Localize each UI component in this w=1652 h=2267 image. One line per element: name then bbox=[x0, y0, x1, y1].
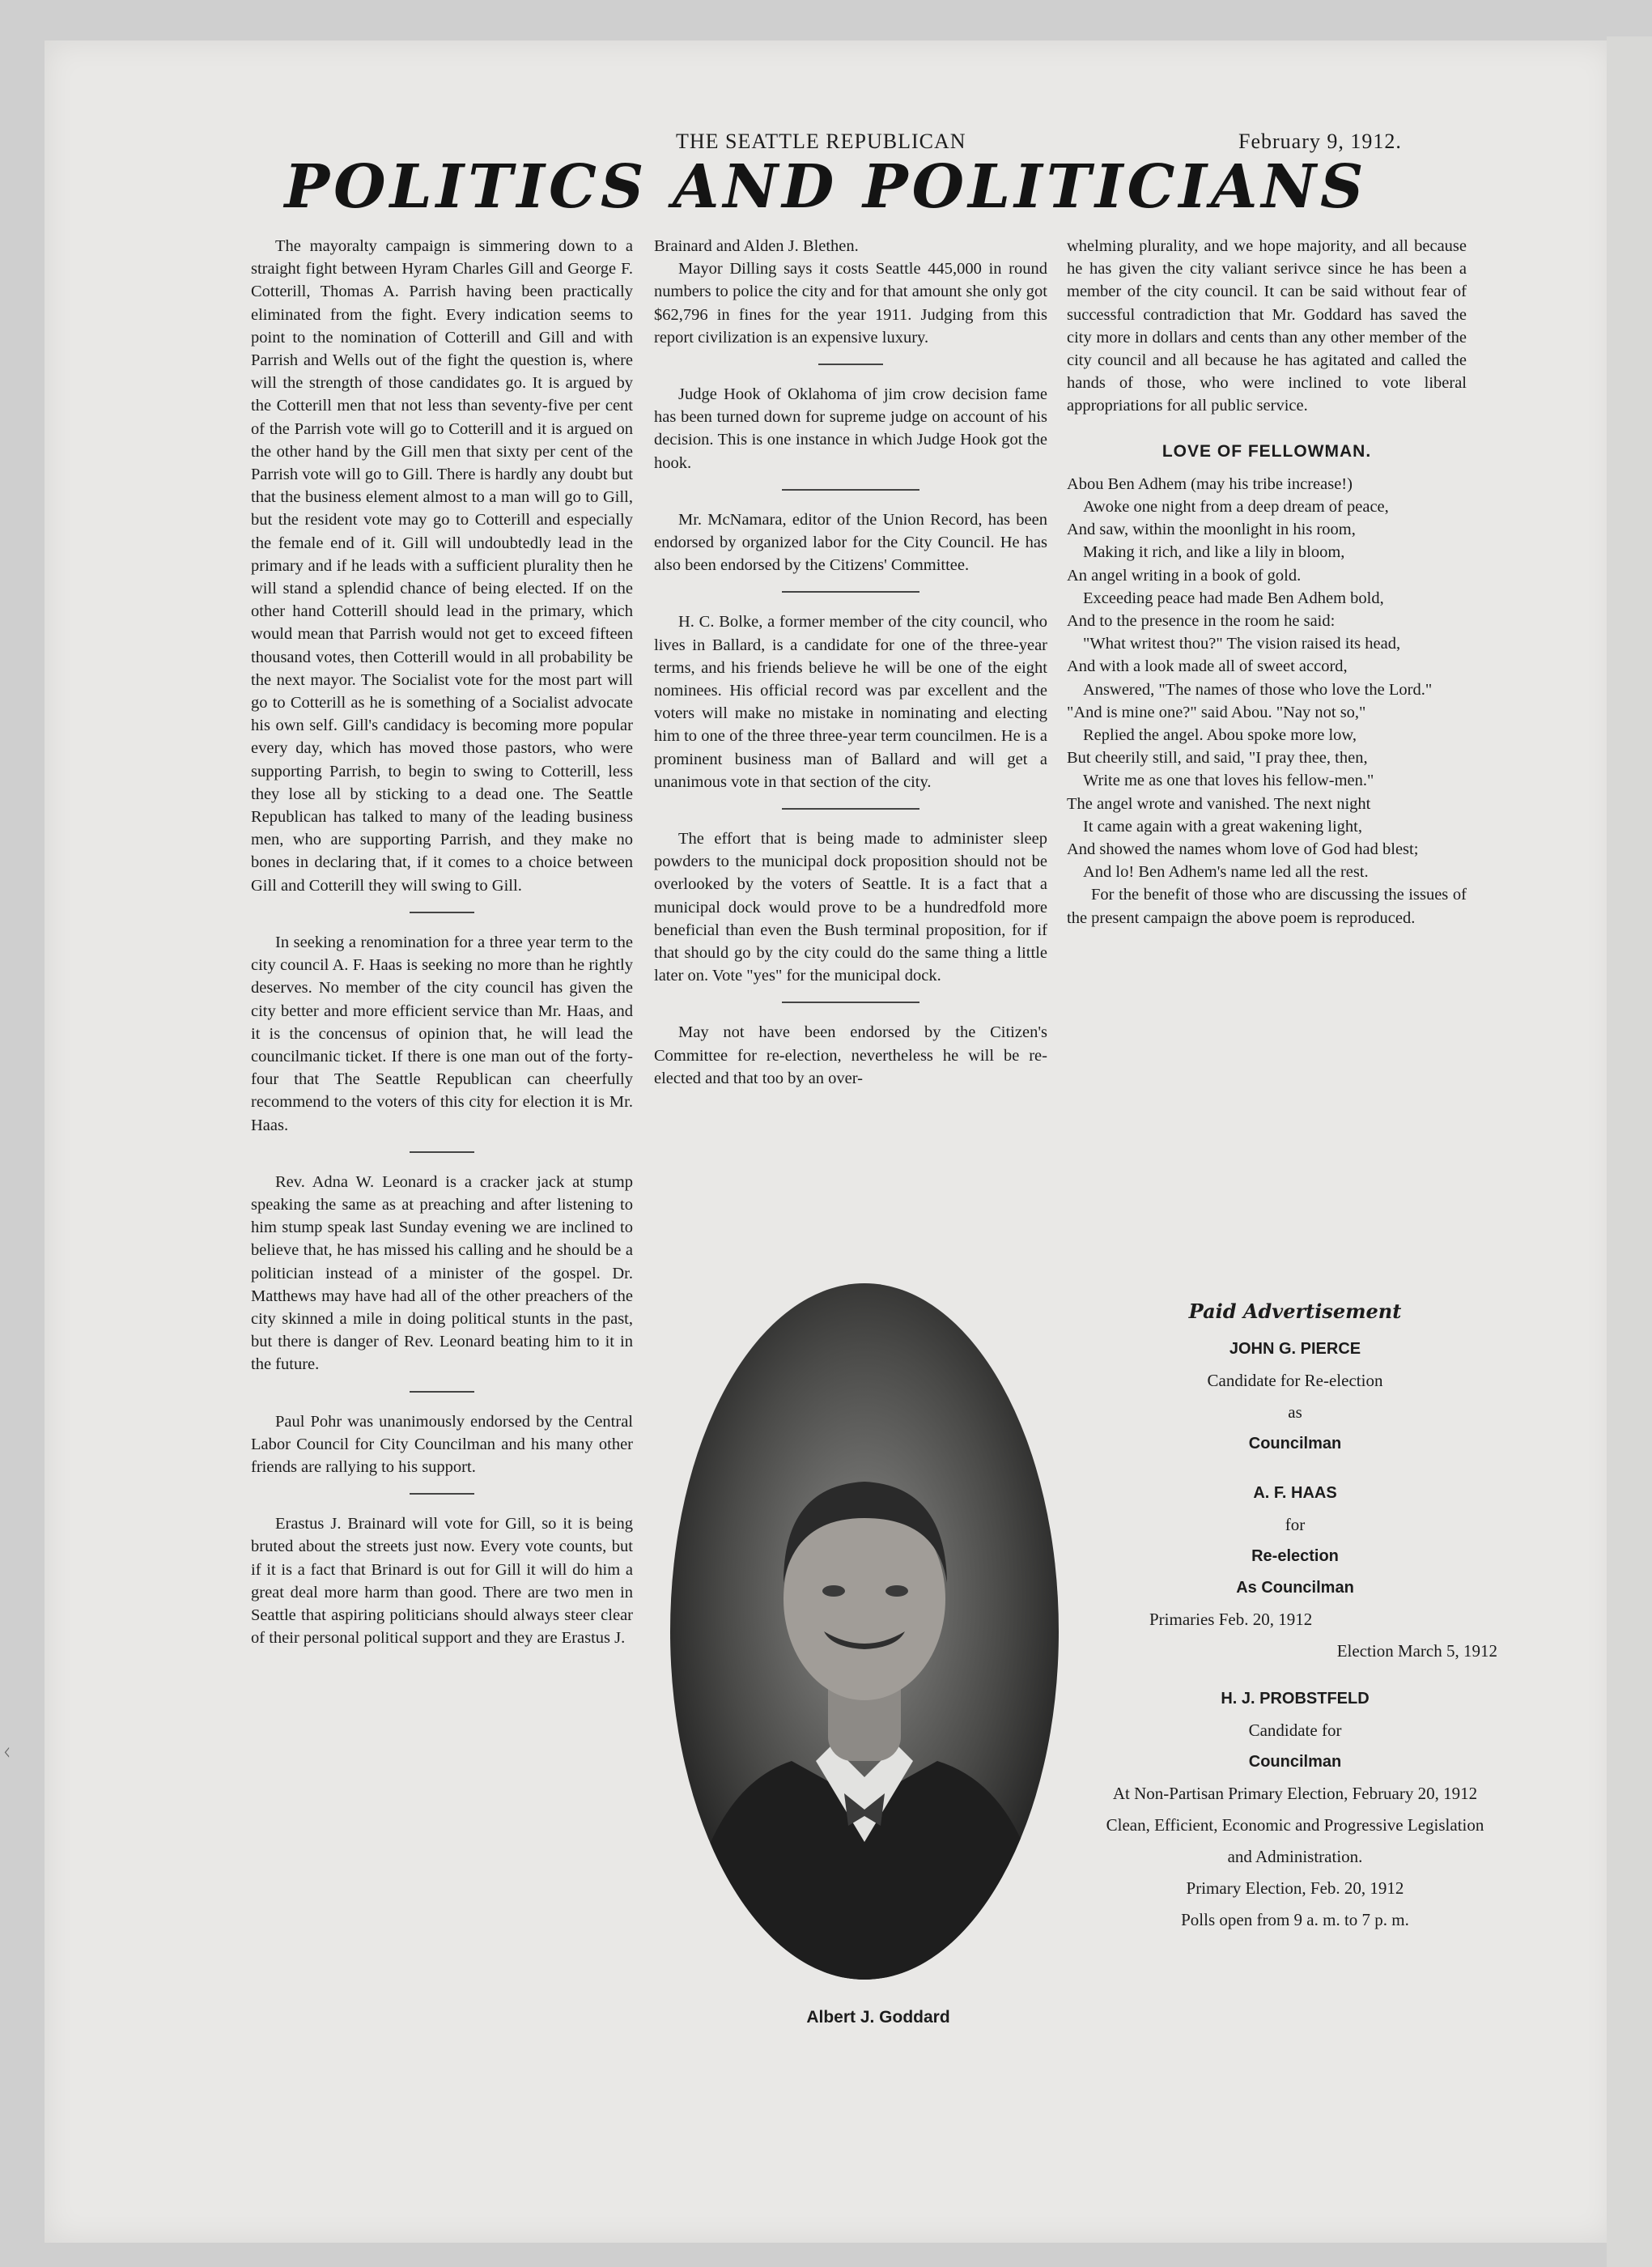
column-3 bbox=[1067, 235, 1467, 929]
ad-line: Clean, Efficient, Economic and Progressive Legislation and Administration. bbox=[1106, 1815, 1484, 1866]
column-2 bbox=[654, 235, 1047, 1090]
issue-date: February 9, 1912. bbox=[1238, 130, 1402, 153]
paid-advertisement bbox=[1093, 1295, 1497, 1936]
divider bbox=[410, 1493, 474, 1495]
page-fold bbox=[1607, 36, 1652, 2267]
ad-line: Councilman bbox=[1248, 1435, 1342, 1452]
poem-title: LOVE OF FELLOWMAN. bbox=[1161, 441, 1372, 461]
newspaper-name: THE SEATTLE REPUBLICAN bbox=[676, 130, 966, 153]
poem-line: But cheerily still, and said, "I pray thee, then, bbox=[1067, 749, 1368, 768]
right-eye bbox=[885, 1585, 908, 1597]
ad-title: Paid Advertisement bbox=[1188, 1299, 1402, 1323]
ad-line: As Councilman bbox=[1236, 1579, 1354, 1597]
article-mayoralty: The mayoralty campaign is simmering down to a straight fight between Hyram Charles Gill and George F. Cotterill, Thomas A. Parrish having been practically eliminated from the fight. Every indication seems to point to the nomination of Cotterill and Gill and with Parrish and Wells out of the fight the question is, where will the strength of those candidates go. It is argued by the Cotterill men that not less than seventy-five per cent of the Parrish vote will go to Cotterill and it is argued on the other hand by the Gill men that sixty per cent of the Parrish vote will go to Gill. There is hardly any doubt but that the business element almost to a man will go to Gill, but the resident vote may go to Cotterill and especially the female end of it. Gill will undoubtedly lead in the primary and if he leads with a sufficient plurality then he will stand a splendid chance of being elected. If on the other hand Cotterill should lead in the primary, which would mean that Parrish would not get to exceed fifteen thousand votes, then Cotterill would in all probability be the next mayor. The Socialist vote for the most part will go to Cotterill as he is something of a Socialist advocate his own self. Gill's candidacy is becoming more popular every day, which has moved those pastors, who were supporting Parrish, to begin to swing to Cotterill, less they lose all by sticking to a dead one. The Seattle Republican has talked to many of the leading business men, who are supporting Parrish, and they make no bones in declaring that, if it comes to a choice between Gill and Cotterill they will swing to Gill. bbox=[251, 237, 633, 895]
left-eye bbox=[822, 1585, 845, 1597]
poem-line: Write me as one that loves his fellow-men." bbox=[1083, 772, 1374, 790]
poem-line: And with a look made all of sweet accord, bbox=[1067, 657, 1348, 676]
poem-line: And showed the names whom love of God had blest; bbox=[1067, 840, 1419, 859]
ad-line: At Non-Partisan Primary Election, February 20, 1912 bbox=[1112, 1784, 1478, 1803]
portrait-photo bbox=[662, 1275, 1067, 1988]
ad-line: Election March 5, 1912 bbox=[1336, 1641, 1497, 1661]
ad-line: Polls open from 9 a. m. to 7 p. m. bbox=[1181, 1910, 1409, 1929]
article-goddard-continued: whelming plurality, and we hope majority, and all because he has given the city valiant serivce since he has been a member of the city council. It can be said without fear of successful contradiction that Mr. Goddard has saved the city more in dollars and cents than any other member of the city council and all because he has agitated and called the hands of those, who were inclined to vote liberal appropriations for all public service. bbox=[1067, 237, 1467, 415]
poem-line: And saw, within the moonlight in his room, bbox=[1067, 521, 1356, 539]
divider bbox=[818, 364, 883, 365]
article-municipal-dock: The effort that is being made to administer sleep powders to the municipal dock proposition should not be overlooked by the voters of Seattle. It is a fact that a municipal dock would prove to be a hundredfold more beneficial than even the Bush terminal proposition, for if that should go by the city could do the same thing a little later on. Vote "yes" for the municipal dock. bbox=[654, 830, 1047, 985]
poem-line: And to the presence in the room he said: bbox=[1067, 612, 1336, 631]
margin-mark: ᚲ bbox=[0, 1741, 14, 1766]
article-brainard-continued: Brainard and Alden J. Blethen. bbox=[654, 237, 859, 255]
ad-line: Councilman bbox=[1248, 1753, 1342, 1771]
poem-line: The angel wrote and vanished. The next night bbox=[1067, 794, 1371, 813]
poem-line: Answered, "The names of those who love the Lord." bbox=[1083, 680, 1433, 699]
ad-line: Primaries Feb. 20, 1912 bbox=[1149, 1610, 1313, 1629]
ad-line: Re-election bbox=[1251, 1547, 1339, 1565]
divider bbox=[782, 808, 919, 810]
ad-line: Candidate for bbox=[1248, 1720, 1342, 1740]
ad-candidate-name: JOHN G. PIERCE bbox=[1229, 1340, 1361, 1358]
poem-line: Replied the angel. Abou spoke more low, bbox=[1083, 726, 1357, 745]
article-haas: In seeking a renomination for a three year term to the city council A. F. Haas is seeking no more than he rightly deserves. No member of the city council has given the city better and more efficient service than Mr. Haas, and it is the concensus of opinion that, he will lead the councilmanic ticket. If there is one man out of the forty-four that The Seattle Republican can cheerfully recommend to the voters of this city for election it is Mr. Haas. bbox=[251, 933, 633, 1134]
poem-line: Exceeding peace had made Ben Adhem bold, bbox=[1083, 589, 1384, 607]
divider bbox=[410, 1151, 474, 1153]
article-bolke: H. C. Bolke, a former member of the city council, who lives in Ballard, is a candidate for one of the three-year terms, and his friends believe he will be one of the eight nominees. His official record was par excellent and the voters will make no mistake in nominating and electing him to one of the three three-year term councilmen. He is a prominent business man of Ballard and will get a unanimous vote in that section of the city. bbox=[654, 613, 1047, 791]
poem-line: And lo! Ben Adhem's name led all the rest. bbox=[1083, 863, 1369, 882]
article-leonard: Rev. Adna W. Leonard is a cracker jack at stump speaking the same as at preaching and after listening to him stump speak last Sunday evening we are inclined to believe that, he has missed his calling and he should be a politician instead of a minister of the gospel. Dr. Matthews may have had all of the other preachers of the city skinned a mile in doing political stunts in the past, but there is danger of Rev. Leonard beating him to it in the future. bbox=[251, 1172, 633, 1374]
divider bbox=[782, 489, 919, 491]
poem-note: For the benefit of those who are discussing the issues of the present campaign the above poem is reproduced. bbox=[1067, 886, 1467, 927]
ad-line: for bbox=[1285, 1515, 1306, 1534]
article-brainard: Erastus J. Brainard will vote for Gill, so it is being bruted about the streets just now. Every vote counts, but if it is a fact that Brinard is out for Gill it will do him a great deal more harm than good. There are two men in Seattle that aspiring politicians should always steer clear of their personal political support and they are Erastus J. bbox=[251, 1515, 633, 1648]
ad-line: as bbox=[1288, 1402, 1302, 1422]
portrait-oval bbox=[662, 1275, 1067, 1988]
ad-candidate-name: H. J. PROBSTFELD bbox=[1221, 1690, 1370, 1708]
poem bbox=[1067, 473, 1467, 884]
article-pohr: Paul Pohr was unanimously endorsed by the Central Labor Council for City Councilman and his many other friends are rallying to his support. bbox=[251, 1412, 633, 1476]
divider bbox=[782, 1002, 919, 1003]
ad-line: Primary Election, Feb. 20, 1912 bbox=[1186, 1878, 1404, 1898]
ad-line: Candidate for Re-election bbox=[1207, 1371, 1383, 1390]
poem-line: "And is mine one?" said Abou. "Nay not so," bbox=[1067, 703, 1366, 721]
poem-line: Abou Ben Adhem (may his tribe increase!) bbox=[1067, 474, 1353, 493]
page-headline: POLITICS AND POLITICIANS bbox=[284, 152, 1368, 222]
poem-line: An angel writing in a book of gold. bbox=[1067, 566, 1302, 585]
article-mcnamara: Mr. McNamara, editor of the Union Record, has been endorsed by organized labor for the City Council. He has also been endorsed by the Citizens' Committee. bbox=[654, 510, 1047, 575]
divider bbox=[410, 912, 474, 913]
ad-candidate-name: A. F. HAAS bbox=[1253, 1484, 1337, 1502]
portrait-caption: Albert J. Goddard bbox=[806, 2008, 950, 2027]
divider bbox=[782, 591, 919, 593]
column-1 bbox=[251, 235, 633, 1649]
article-judge-hook: Judge Hook of Oklahoma of jim crow decision fame has been turned down for supreme judge on account of his decision. This is one instance in which Judge Hook got the hook. bbox=[654, 385, 1047, 472]
article-dilling: Mayor Dilling says it costs Seattle 445,000 in round numbers to police the city and for that amount she only got $62,796 in fines for the year 1911. Judging from this report civilization is an expensive luxury. bbox=[654, 260, 1047, 347]
poem-line: It came again with a great wakening light, bbox=[1083, 817, 1362, 836]
divider bbox=[410, 1391, 474, 1393]
poem-line: Awoke one night from a deep dream of peace, bbox=[1083, 498, 1389, 517]
poem-line: Making it rich, and like a lily in bloom, bbox=[1083, 543, 1345, 562]
article-goddard: May not have been endorsed by the Citizen's Committee for re-election, nevertheless he will be re-elected and that too by an over- bbox=[654, 1023, 1047, 1087]
poem-line: "What writest thou?" The vision raised its head, bbox=[1083, 635, 1401, 653]
